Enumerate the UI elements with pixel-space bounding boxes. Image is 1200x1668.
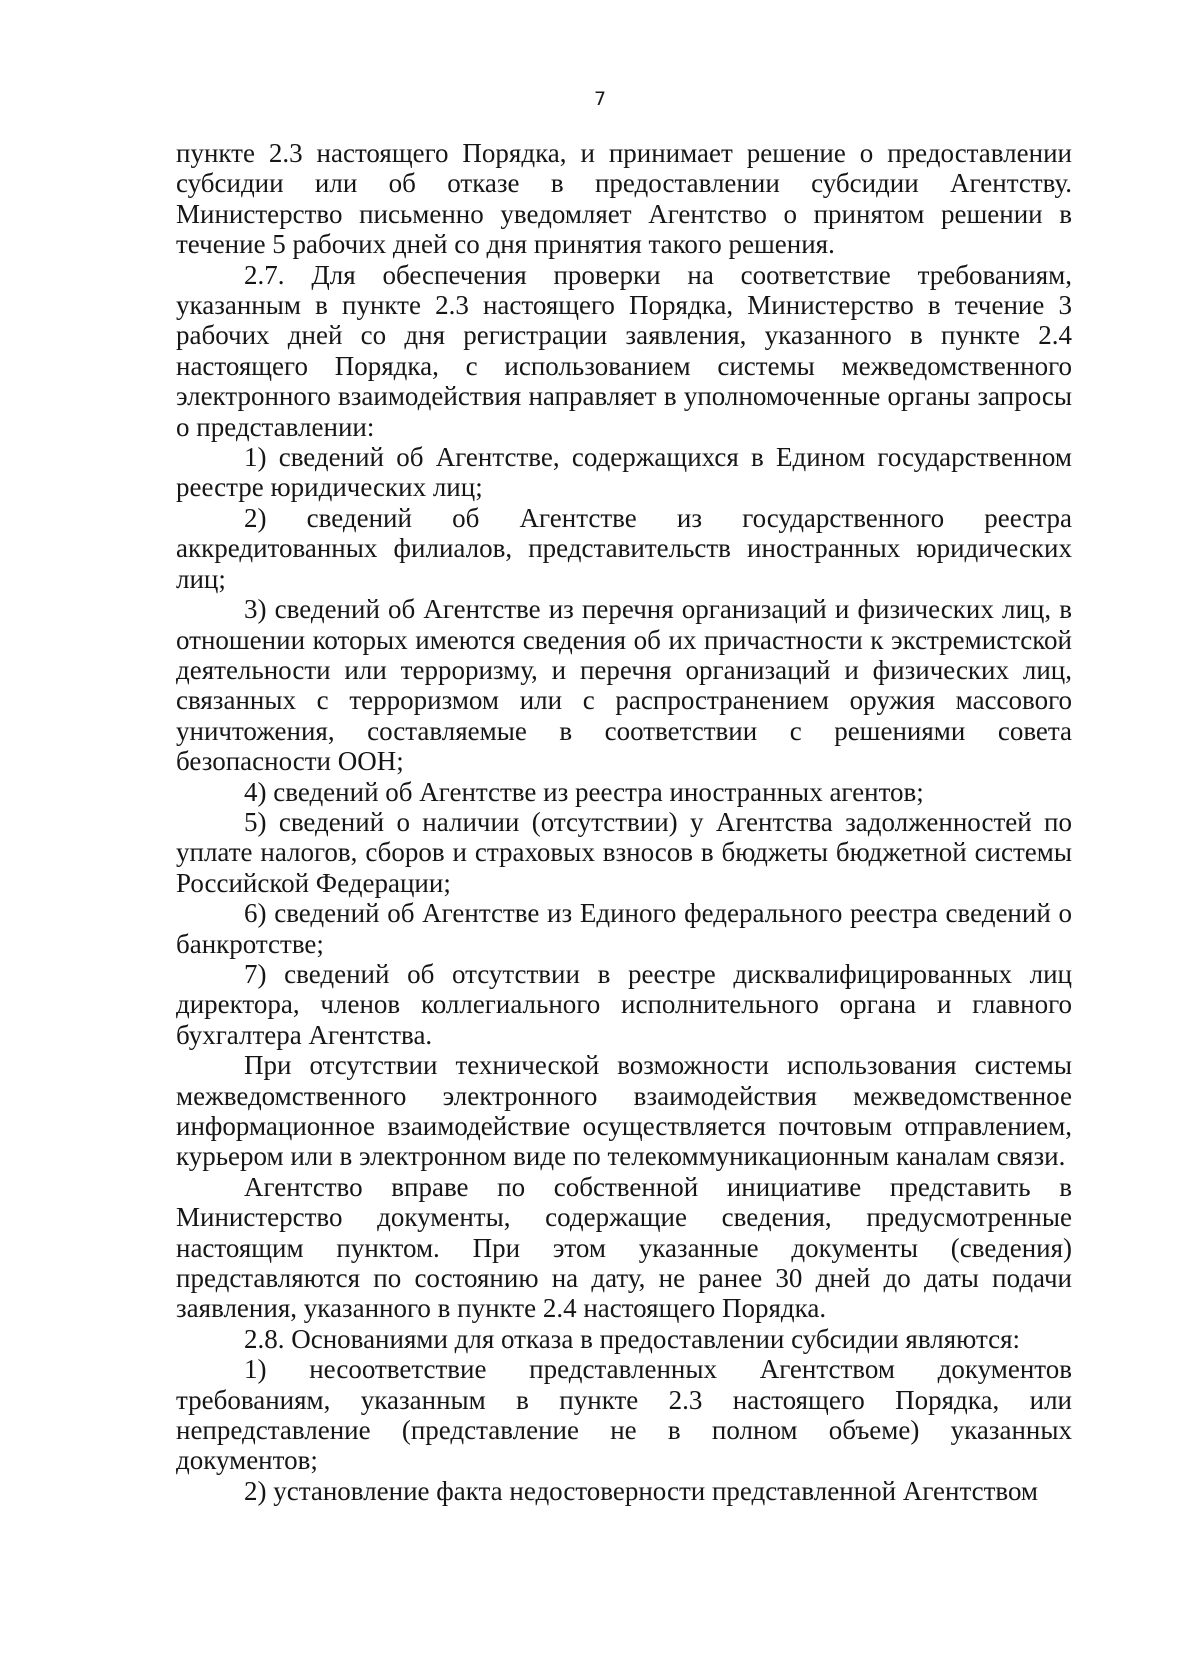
paragraph: 1) несоответствие представленных Агентством документов требованиям, указанным в пункте 2.3 настоящего Порядка, или непредставление (представление не в полном объеме) указанных документов; [176, 1354, 1072, 1476]
page-number: 7 [593, 88, 607, 110]
paragraph: 4) сведений об Агентстве из реестра иностранных агентов; [244, 776, 924, 807]
paragraph: 6) сведений об Агентстве из Единого федерального реестра сведений о банкротстве; [176, 898, 1072, 959]
paragraph: 2.8. Основаниями для отказа в предоставлении субсидии являются: [244, 1323, 1020, 1354]
paragraph: При отсутствии технической возможности использования системы межведомственного электронного взаимодействия межведомственное информационное взаимодействие осуществляется почтовым отправлением, курьером или в электронном виде по телекоммуникационным каналам связи. [176, 1050, 1072, 1172]
paragraph: пункте 2.3 настоящего Порядка, и принимает решение о предоставлении субсидии или об отказе в предоставлении субсидии Агентству. Министерство письменно уведомляет Агентство о принятом решении в течение 5 рабочих дней со дня принятия такого решения. [176, 138, 1072, 260]
paragraph: 3) сведений об Агентстве из перечня организаций и физических лиц, в отношении которых имеются сведения об их причастности к экстремистской деятельности или терроризму, и перечня организаций и физических лиц, связанных с терроризмом или с распространением оружия массового уничтожения, составляемые в соответствии с решениями совета безопасности ООН; [176, 594, 1072, 777]
document-body [176, 138, 1072, 1506]
paragraph: 1) сведений об Агентстве, содержащихся в Едином государственном реестре юридических лиц; [176, 442, 1072, 503]
paragraph: 2) установление факта недостоверности представленной Агентством [244, 1475, 1039, 1506]
paragraph: 2) сведений об Агентстве из государственного реестра аккредитованных филиалов, представительств иностранных юридических лиц; [176, 502, 1072, 594]
paragraph: 5) сведений о наличии (отсутствии) у Агентства задолженностей по уплате налогов, сборов и страховых взносов в бюджеты бюджетной системы Российской Федерации; [176, 806, 1072, 898]
paragraph: 7) сведений об отсутствии в реестре дисквалифицированных лиц директора, членов коллегиального исполнительного органа и главного бухгалтера Агентства. [176, 958, 1072, 1050]
paragraph: 2.7. Для обеспечения проверки на соответствие требованиям, указанным в пункте 2.3 настоящего Порядка, Министерство в течение 3 рабочих дней со дня регистрации заявления, указанного в пункте 2.4 настоящего Порядка, с использованием системы межведомственного электронного взаимодействия направляет в уполномоченные органы запросы о представлении: [176, 259, 1072, 442]
paragraph: Агентство вправе по собственной инициативе представить в Министерство документы, содержащие сведения, предусмотренные настоящим пунктом. При этом указанные документы (сведения) представляются по состоянию на дату, не ранее 30 дней до даты подачи заявления, указанного в пункте 2.4 настоящего Порядка. [176, 1171, 1072, 1324]
